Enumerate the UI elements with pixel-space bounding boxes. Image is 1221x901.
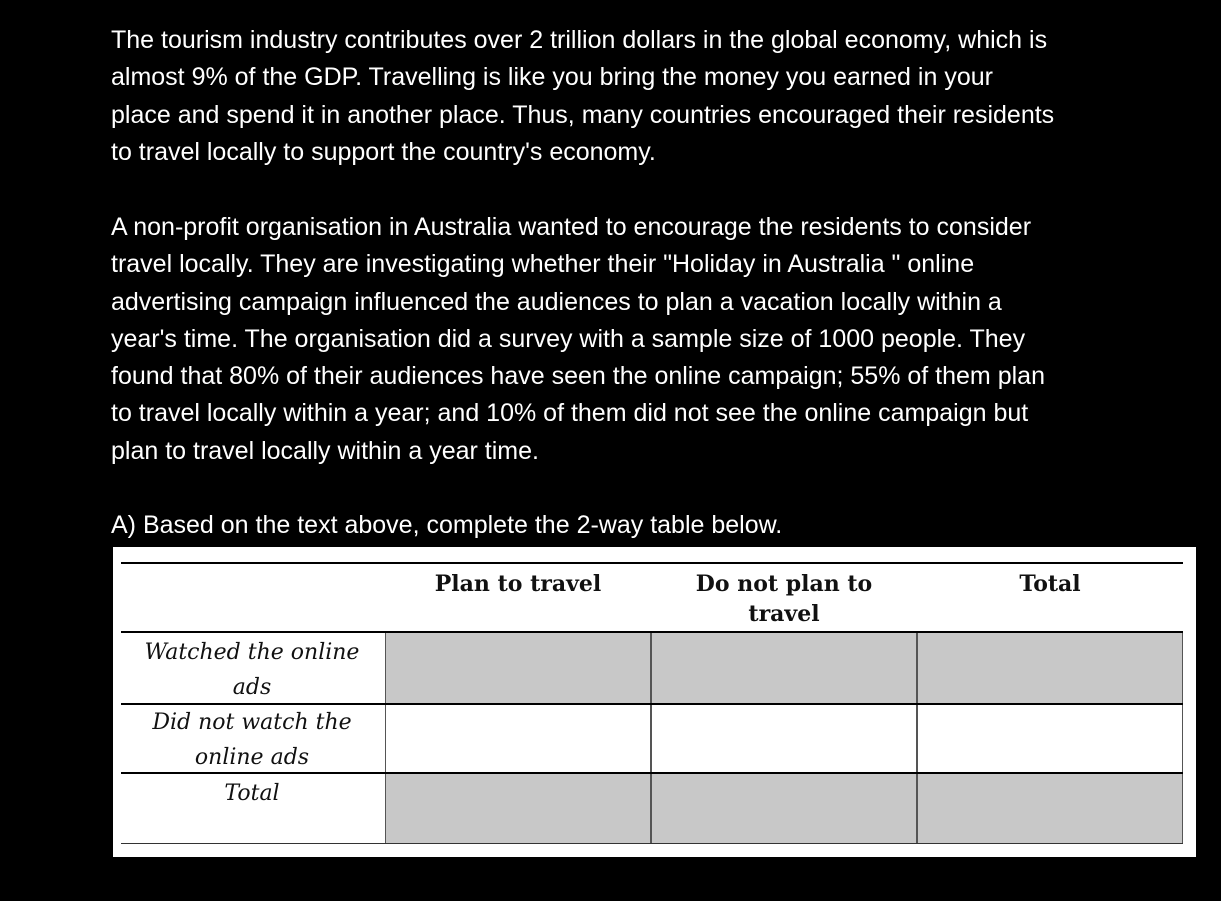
text-line: to travel locally within a year; and 10% of them did not see the online campaign but xyxy=(111,399,1029,428)
text-line: advertising campaign influenced the audiences to plan a vacation locally within a xyxy=(111,287,1002,316)
text-line: travel locally. They are investigating whether their "Holiday in Australia " online xyxy=(111,250,975,279)
column-header-do-not-plan xyxy=(651,569,917,629)
paragraph-intro xyxy=(111,22,1054,171)
question-prompt: A) Based on the text above, complete the 2-way table below. xyxy=(111,511,783,539)
row-header-line: ads xyxy=(232,675,272,700)
cell-watched-total[interactable] xyxy=(917,633,1183,703)
column-header-plan: Plan to travel xyxy=(434,571,602,597)
text-line: found that 80% of their audiences have seen the online campaign; 55% of them plan xyxy=(111,362,1045,391)
row-header-line: online ads xyxy=(194,745,310,770)
two-way-table xyxy=(113,547,1196,857)
text-line: almost 9% of the GDP. Travelling is like you bring the money you earned in your xyxy=(111,63,993,92)
text-line: year's time. The organisation did a survey with a sample size of 1000 people. They xyxy=(111,324,1026,353)
column-header-total: Total xyxy=(1019,571,1081,597)
text-line: A non-profit organisation in Australia wanted to encourage the residents to consider xyxy=(111,213,1032,241)
header-line: Do not plan to xyxy=(695,571,873,597)
row-header-line: Did not watch the xyxy=(152,710,352,735)
cell-watched-plan[interactable] xyxy=(385,633,651,703)
paragraph-survey xyxy=(111,209,1045,470)
row-header-line: Watched the online xyxy=(144,640,360,665)
text-line: place and spend it in another place. Thus, many countries encouraged their residents xyxy=(111,100,1055,129)
row-header-watched xyxy=(121,635,383,705)
cell-grand-total[interactable] xyxy=(917,774,1183,844)
table-bottom-rule xyxy=(121,843,1183,844)
text-line: plan to travel locally within a year time. xyxy=(111,436,539,465)
cell-not-watched-no-plan[interactable] xyxy=(651,705,917,773)
row-header-total: Total xyxy=(224,781,280,806)
row-header-not-watched xyxy=(121,705,383,775)
text-line: The tourism industry contributes over 2 trillion dollars in the global economy, which is xyxy=(111,26,1048,54)
cell-total-no-plan[interactable] xyxy=(651,774,917,844)
cell-total-plan[interactable] xyxy=(385,774,651,844)
cell-watched-no-plan[interactable] xyxy=(651,633,917,703)
header-line: travel xyxy=(748,601,820,627)
text-line: to travel locally to support the country's economy. xyxy=(111,137,656,166)
cell-not-watched-plan[interactable] xyxy=(385,705,651,773)
table-top-rule xyxy=(121,562,1183,564)
cell-not-watched-total[interactable] xyxy=(917,705,1183,773)
